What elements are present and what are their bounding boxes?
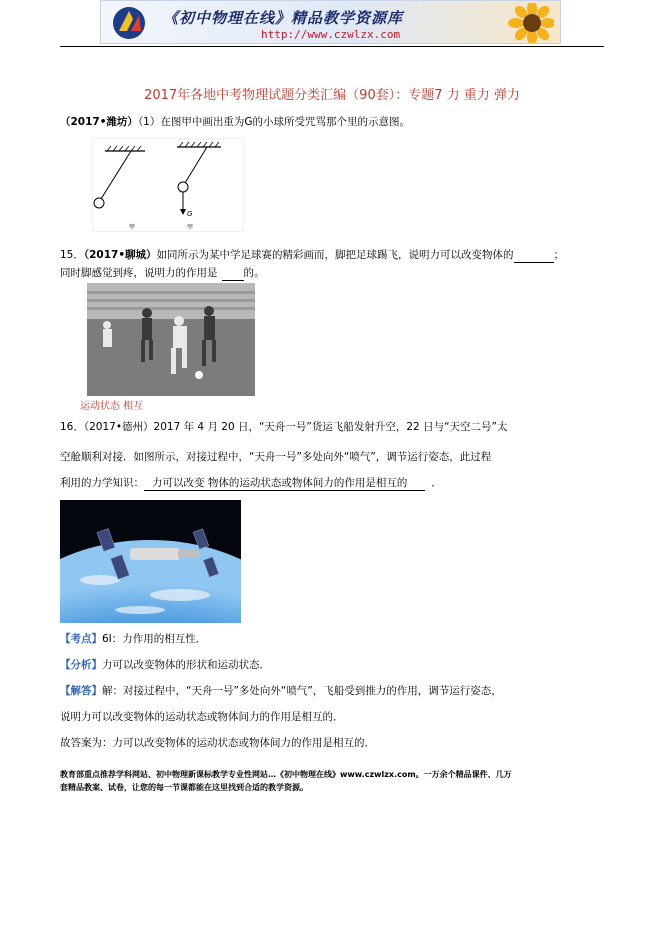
force-label: G: [187, 210, 193, 218]
footer-line1: 教育部重点推荐学科网站、初中物理新课标教学专业性网站…《初中物理在线》www.czwlzx.com。一万余个精品课件、几万: [60, 770, 512, 779]
q15-line2: [60, 266, 265, 281]
q16-text1: （2017•德州）2017 年 4 月 20 日，“天舟一号”货运飞船发射升空，22 日与“天空二号”太: [83, 421, 508, 433]
site-logo-icon: [109, 5, 149, 41]
fenxi-text: 力可以改变物体的形状和运动状态．: [102, 659, 270, 671]
q14-text: （1）在图甲中画出重为G的小球所受咒骂那个里的示意图。: [137, 116, 411, 128]
jieda-line2: 说明力可以改变物体的运动状态或物体间力的作用是相互的．: [60, 711, 344, 723]
header-banner: [100, 0, 561, 44]
pendulum-diagram: [93, 139, 243, 231]
q15-text1: 如同所示为某中学足球赛的精彩画而，脚把足球踢飞，说明力可以改变物体的: [156, 249, 514, 261]
soccer-photo-image: [87, 283, 255, 396]
q15-text2a: 同时脚感觉到疼，说明力的作用是: [60, 267, 218, 279]
soccer-photo: [87, 283, 255, 396]
q16-text3-end: ．: [431, 477, 442, 489]
pendulum-figure: [92, 138, 244, 232]
fenxi-line: [60, 658, 270, 672]
space-station-photo: [60, 500, 241, 623]
jieda-text1: 解：对接过程中，“天舟一号”多处向外“喷气”，飞船受到推力的作用，调节运行姿态，: [102, 685, 502, 697]
q15-text2b: 的。: [243, 267, 265, 279]
answer-line: 故答案为：力可以改变物体的运动状态或物体间力的作用是相互的．: [60, 737, 375, 749]
banner-url[interactable]: http://www.czwlzx.com: [261, 28, 401, 41]
q16-line2: 空舱顺利对接．如图所示，对接过程中，“天舟一号”多处向外“喷气”，调节运行姿态，此过程: [60, 451, 492, 463]
q15-blank1: [514, 248, 554, 263]
q14-source: （2017•潍坊）: [60, 116, 138, 128]
q15-answer: 运动状态 相互: [80, 401, 144, 412]
q15-number: 15．: [60, 249, 84, 261]
q16-line1: [60, 420, 507, 434]
q16-line3: [60, 476, 442, 491]
footer: [60, 768, 604, 794]
jieda-line1: [60, 684, 502, 698]
figure-label-left: 甲: [129, 224, 136, 231]
space-station-image: [60, 500, 241, 623]
q15-source: （2017•聊城）: [83, 249, 157, 261]
q15-text1-end: ；: [553, 249, 565, 261]
q16-text3a: 利用的力学知识：: [60, 477, 144, 489]
kaodian-tag: 【考点】: [60, 633, 102, 645]
jieda-tag: 【解答】: [60, 685, 102, 697]
header-rule: [60, 46, 604, 47]
q16-answer: 力可以改变 物体的运动状态或物体间力的作用是相互的: [144, 476, 425, 491]
q14-line: [60, 115, 410, 129]
fenxi-tag: 【分析】: [60, 659, 102, 671]
q16-number: 16．: [60, 421, 84, 433]
kaodian-line: [60, 632, 206, 646]
banner-title: 《初中物理在线》精品教学资源库: [163, 9, 404, 27]
sunflower-icon: [502, 3, 554, 43]
kaodian-text: 6I：力作用的相互性．: [102, 633, 207, 645]
footer-line2: 套精品教案、试卷，让您的每一节课都能在这里找到合适的教学资源。: [60, 783, 308, 792]
figure-label-right: 甲: [187, 224, 194, 231]
document-title: 2017年各地中考物理试题分类汇编（90套）：专题7 力 重力 弹力: [144, 88, 520, 103]
q15-blank2: [222, 266, 244, 281]
q15-line1: [60, 248, 564, 263]
